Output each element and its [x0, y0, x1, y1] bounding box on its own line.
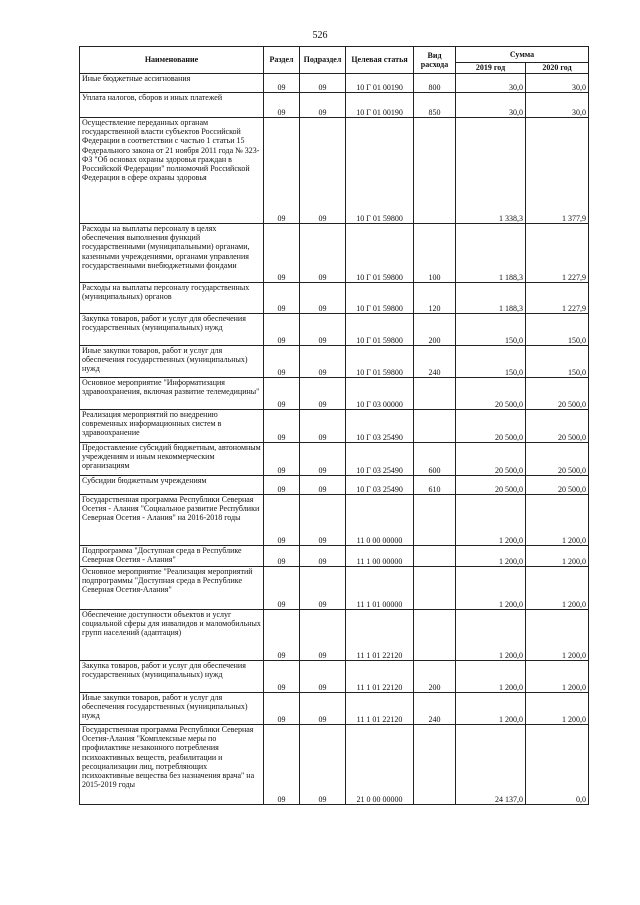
row-sum-2020: 1 200,0: [526, 567, 589, 610]
row-section: 09: [264, 410, 300, 443]
row-target-article: 11 1 01 22120: [346, 693, 414, 725]
table-row: [80, 610, 589, 661]
table-row: [80, 476, 589, 495]
row-sum-2019: 150,0: [456, 314, 526, 346]
row-section: 09: [264, 224, 300, 283]
row-sum-2019: 1 188,3: [456, 283, 526, 314]
row-name: Предоставление субсидий бюджетным, автономным учреждениям и иным некоммерческим организациям: [80, 443, 264, 476]
row-section: 09: [264, 476, 300, 495]
row-sum-2020: 1 200,0: [526, 495, 589, 546]
header-year-2020: 2020 год: [526, 63, 589, 74]
row-name: Государственная программа Республики Северная Осетия-Алания "Комплексные меры по профилактике незаконного потребления психоактивных веществ, реабилитации и ресоциализации лиц, потребляющих психоактивные вещества без назначения врача" на 2015-2019 годы: [80, 725, 264, 805]
row-sum-2019: 1 200,0: [456, 693, 526, 725]
row-expense-type: 240: [414, 693, 456, 725]
table-row: [80, 74, 589, 93]
row-target-article: 10 Г 01 00190: [346, 93, 414, 118]
row-expense-type: [414, 378, 456, 410]
row-sum-2019: 150,0: [456, 346, 526, 378]
row-sum-2020: 0,0: [526, 725, 589, 805]
row-name: Осуществление переданных органам государственной власти субъектов Российской Федерации в соответствии с частью 1 статьи 15 Федерального закона от 21 ноября 2011 года № 323-ФЗ "Об основах охраны здоровья граждан в Российской Федерации" полномочий Российской Федерации в сфере охраны здоровья: [80, 118, 264, 224]
row-sum-2020: 1 227,9: [526, 224, 589, 283]
table-row: [80, 567, 589, 610]
row-sum-2019: 20 500,0: [456, 443, 526, 476]
row-name: Основное мероприятие "Реализация мероприятий подпрограммы "Доступная среда в Республике Северная Осетия-Алания": [80, 567, 264, 610]
row-target-article: 10 Г 01 59800: [346, 118, 414, 224]
table-row: [80, 283, 589, 314]
table-row: [80, 118, 589, 224]
budget-table: [79, 46, 589, 805]
row-sum-2019: 1 188,3: [456, 224, 526, 283]
row-section: 09: [264, 610, 300, 661]
table-row: [80, 346, 589, 378]
row-name: Подпрограмма "Доступная среда в Республике Северная Осетия - Алания": [80, 546, 264, 567]
row-target-article: 10 Г 01 59800: [346, 283, 414, 314]
row-section: 09: [264, 693, 300, 725]
table-row: [80, 495, 589, 546]
row-sum-2020: 150,0: [526, 314, 589, 346]
row-target-article: 10 Г 03 25490: [346, 476, 414, 495]
row-target-article: 10 Г 03 25490: [346, 410, 414, 443]
row-sum-2019: 30,0: [456, 93, 526, 118]
row-subsection: 09: [300, 443, 346, 476]
row-expense-type: [414, 495, 456, 546]
row-section: 09: [264, 346, 300, 378]
row-name: Иные бюджетные ассигнования: [80, 74, 264, 93]
table-row: [80, 224, 589, 283]
row-section: 09: [264, 378, 300, 410]
row-subsection: 09: [300, 314, 346, 346]
row-subsection: 09: [300, 661, 346, 693]
row-target-article: 10 Г 01 59800: [346, 224, 414, 283]
row-section: 09: [264, 443, 300, 476]
row-subsection: 09: [300, 346, 346, 378]
row-subsection: 09: [300, 476, 346, 495]
header-sum: Сумма: [456, 47, 589, 63]
row-sum-2020: 1 377,9: [526, 118, 589, 224]
row-subsection: 09: [300, 567, 346, 610]
row-sum-2019: 20 500,0: [456, 410, 526, 443]
row-name: Расходы на выплаты персоналу государственных (муниципальных) органов: [80, 283, 264, 314]
row-subsection: 09: [300, 118, 346, 224]
row-sum-2020: 20 500,0: [526, 410, 589, 443]
row-section: 09: [264, 567, 300, 610]
row-expense-type: 240: [414, 346, 456, 378]
row-expense-type: 200: [414, 314, 456, 346]
table-row: [80, 378, 589, 410]
row-subsection: 09: [300, 378, 346, 410]
header-expense-type: Вид расхода: [414, 47, 456, 74]
row-subsection: 09: [300, 725, 346, 805]
row-section: 09: [264, 93, 300, 118]
row-sum-2019: 1 200,0: [456, 661, 526, 693]
row-sum-2020: 20 500,0: [526, 378, 589, 410]
row-subsection: 09: [300, 495, 346, 546]
row-name: Государственная программа Республики Северная Осетия - Алания "Социальное развитие Республики Северная Осетия - Алания" на 2016-2018 годы: [80, 495, 264, 546]
row-sum-2019: 1 200,0: [456, 610, 526, 661]
table-row: [80, 410, 589, 443]
row-expense-type: [414, 118, 456, 224]
row-sum-2020: 1 200,0: [526, 661, 589, 693]
table-row: [80, 725, 589, 805]
row-name: Иные закупки товаров, работ и услуг для обеспечения государственных (муниципальных) нужд: [80, 346, 264, 378]
row-subsection: 09: [300, 546, 346, 567]
row-name: Закупка товаров, работ и услуг для обеспечения государственных (муниципальных) нужд: [80, 314, 264, 346]
row-name: Реализация мероприятий по внедрению современных информационных систем в здравоохранение: [80, 410, 264, 443]
row-sum-2019: 1 200,0: [456, 546, 526, 567]
row-subsection: 09: [300, 224, 346, 283]
row-expense-type: 120: [414, 283, 456, 314]
row-target-article: 11 0 00 00000: [346, 495, 414, 546]
header-year-2019: 2019 год: [456, 63, 526, 74]
row-target-article: 10 Г 01 00190: [346, 74, 414, 93]
row-name: Основное мероприятие "Информатизация здравоохранения, включая развитие телемедицины": [80, 378, 264, 410]
table-row: [80, 443, 589, 476]
row-section: 09: [264, 495, 300, 546]
row-section: 09: [264, 725, 300, 805]
row-section: 09: [264, 546, 300, 567]
row-target-article: 11 1 01 00000: [346, 567, 414, 610]
row-name: Уплата налогов, сборов и иных платежей: [80, 93, 264, 118]
table-row: [80, 93, 589, 118]
row-subsection: 09: [300, 410, 346, 443]
row-expense-type: [414, 410, 456, 443]
row-target-article: 11 1 01 22120: [346, 610, 414, 661]
row-target-article: 11 1 01 22120: [346, 661, 414, 693]
header-subsection: Подраздел: [300, 47, 346, 74]
table-row: [80, 661, 589, 693]
table-row: [80, 314, 589, 346]
row-section: 09: [264, 118, 300, 224]
row-target-article: 11 1 00 00000: [346, 546, 414, 567]
row-sum-2019: 20 500,0: [456, 378, 526, 410]
row-expense-type: [414, 725, 456, 805]
row-sum-2020: 1 200,0: [526, 610, 589, 661]
row-expense-type: 610: [414, 476, 456, 495]
row-expense-type: 100: [414, 224, 456, 283]
row-sum-2019: 20 500,0: [456, 476, 526, 495]
row-sum-2020: 150,0: [526, 346, 589, 378]
row-sum-2019: 1 338,3: [456, 118, 526, 224]
row-sum-2019: 24 137,0: [456, 725, 526, 805]
row-subsection: 09: [300, 693, 346, 725]
row-expense-type: [414, 546, 456, 567]
table-row: [80, 693, 589, 725]
row-sum-2020: 1 227,9: [526, 283, 589, 314]
row-section: 09: [264, 283, 300, 314]
row-expense-type: 850: [414, 93, 456, 118]
row-subsection: 09: [300, 610, 346, 661]
row-target-article: 10 Г 03 00000: [346, 378, 414, 410]
header-section: Раздел: [264, 47, 300, 74]
row-sum-2019: 1 200,0: [456, 495, 526, 546]
row-expense-type: 600: [414, 443, 456, 476]
row-name: Иные закупки товаров, работ и услуг для обеспечения государственных (муниципальных) нужд: [80, 693, 264, 725]
row-target-article: 10 Г 01 59800: [346, 314, 414, 346]
row-sum-2020: 1 200,0: [526, 693, 589, 725]
row-section: 09: [264, 314, 300, 346]
header-target-article: Целевая статья: [346, 47, 414, 74]
row-sum-2020: 30,0: [526, 74, 589, 93]
row-target-article: 10 Г 01 59800: [346, 346, 414, 378]
row-subsection: 09: [300, 93, 346, 118]
row-subsection: 09: [300, 283, 346, 314]
row-target-article: 10 Г 03 25490: [346, 443, 414, 476]
row-sum-2020: 20 500,0: [526, 476, 589, 495]
row-expense-type: [414, 567, 456, 610]
header-name: Наименование: [80, 47, 264, 74]
row-sum-2020: 20 500,0: [526, 443, 589, 476]
row-sum-2019: 30,0: [456, 74, 526, 93]
row-section: 09: [264, 74, 300, 93]
row-subsection: 09: [300, 74, 346, 93]
page-number: 526: [312, 30, 328, 41]
row-name: Обеспечение доступности объектов и услуг социальной сферы для инвалидов и маломобильных групп населений (адаптация): [80, 610, 264, 661]
row-name: Субсидии бюджетным учреждениям: [80, 476, 264, 495]
table-row: [80, 546, 589, 567]
row-name: Расходы на выплаты персоналу в целях обеспечения выполнения функций государственными (муниципальными) органами, казенными учреждениями, органами управления государственными внебюджетными фондами: [80, 224, 264, 283]
row-sum-2020: 1 200,0: [526, 546, 589, 567]
row-sum-2020: 30,0: [526, 93, 589, 118]
row-name: Закупка товаров, работ и услуг для обеспечения государственных (муниципальных) нужд: [80, 661, 264, 693]
row-sum-2019: 1 200,0: [456, 567, 526, 610]
row-section: 09: [264, 661, 300, 693]
row-target-article: 21 0 00 00000: [346, 725, 414, 805]
row-expense-type: 800: [414, 74, 456, 93]
row-expense-type: [414, 610, 456, 661]
row-expense-type: 200: [414, 661, 456, 693]
